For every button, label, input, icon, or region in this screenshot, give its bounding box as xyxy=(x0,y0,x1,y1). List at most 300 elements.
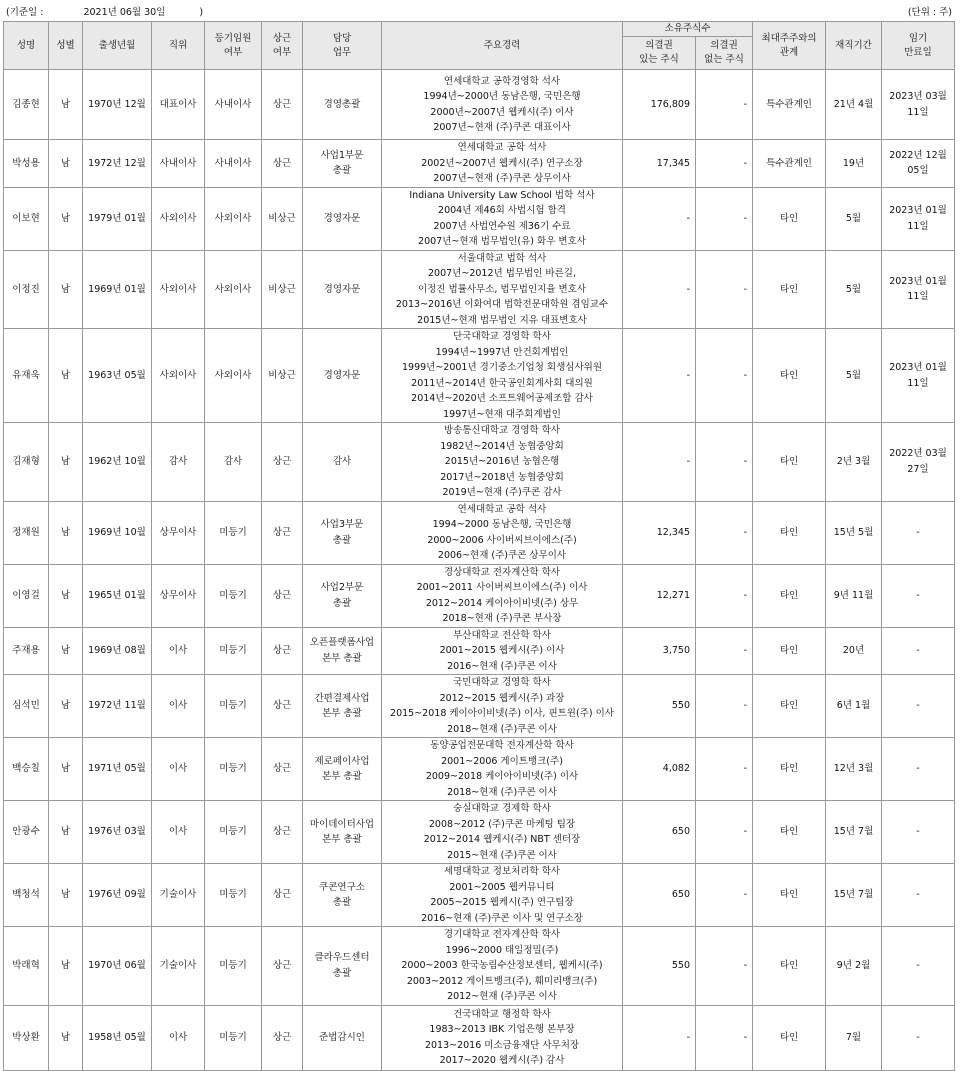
cell-name: 김재형 xyxy=(4,423,49,502)
cell-term: 2022년 12월 05일 xyxy=(882,140,955,188)
cell-duty xyxy=(303,801,382,864)
career-line: 2001~2011 사이버씨브이에스(주) 이사 xyxy=(416,582,588,593)
duty-line: 쿠콘연구소 xyxy=(319,881,365,893)
career-line: 건국대학교 행정학 학사 xyxy=(453,1008,551,1020)
cell-nonvoting-shares: - xyxy=(696,864,753,927)
cell-birth: 1969년 08월 xyxy=(83,627,152,675)
table-body xyxy=(4,70,955,1071)
cell-voting-shares: 17,345 xyxy=(623,140,696,188)
cell-voting-shares: - xyxy=(623,423,696,502)
career-line: 1982년~2014년 농협중앙회 xyxy=(440,440,564,452)
career-line: 2018~현재 (주)쿠콘 이사 xyxy=(447,786,557,798)
cell-gender: 남 xyxy=(49,187,83,250)
cell-duty xyxy=(303,1005,382,1070)
career-line: 2018~현재 (주)쿠콘 부사장 xyxy=(442,613,562,624)
cell-relation: 타인 xyxy=(753,250,826,329)
cell-fulltime: 상근 xyxy=(262,501,303,564)
cell-relation: 타인 xyxy=(753,501,826,564)
cell-nonvoting-shares: - xyxy=(696,329,753,423)
cell-duty xyxy=(303,423,382,502)
cell-position: 이사 xyxy=(152,675,205,738)
career-line: 2000년~2007년 웹케시(주) 이사 xyxy=(430,106,574,118)
career-line: 1983~2013 IBK 기업은행 본부장 xyxy=(429,1024,575,1035)
career-line: 2015년~2016년 농협은행 xyxy=(444,456,560,467)
duty-line: 총괄 xyxy=(332,967,352,979)
cell-nonvoting-shares: - xyxy=(696,738,753,801)
cell-tenure: 12년 3월 xyxy=(826,738,882,801)
cell-fulltime: 비상근 xyxy=(262,329,303,423)
cell-registered: 미등기 xyxy=(205,864,262,927)
career-line: 경기대학교 전자계산학 학사 xyxy=(443,929,561,940)
cell-relation: 타인 xyxy=(753,329,826,423)
cell-term: - xyxy=(882,564,955,627)
cell-gender: 남 xyxy=(49,501,83,564)
career-line: 2018~현재 (주)쿠콘 이사 xyxy=(447,723,557,735)
cell-gender: 남 xyxy=(49,675,83,738)
cell-term: - xyxy=(882,801,955,864)
cell-tenure: 5월 xyxy=(826,250,882,329)
cell-duty xyxy=(303,70,382,140)
col-position: 직위 xyxy=(152,22,205,70)
cell-fulltime: 상근 xyxy=(262,738,303,801)
cell-registered: 미등기 xyxy=(205,627,262,675)
table-row xyxy=(4,675,955,738)
cell-tenure: 9년 2월 xyxy=(826,927,882,1006)
career-line: 2015~현재 (주)쿠콘 이사 xyxy=(447,849,557,861)
career-line: 2017년~2018년 농협중앙회 xyxy=(440,471,564,483)
cell-career xyxy=(382,927,623,1006)
col-relation: 최대주주와의 관계 xyxy=(753,22,826,70)
career-line: 연세대학교 공학 석사 xyxy=(457,503,547,515)
career-line: 이정진 법률사무소, 법무법인지율 변호사 xyxy=(417,283,587,295)
career-line: 연세대학교 공학 석사 xyxy=(457,142,547,153)
table-row xyxy=(4,250,955,329)
cell-relation: 특수관계인 xyxy=(753,140,826,188)
cell-name: 주재용 xyxy=(4,627,49,675)
cell-birth: 1976년 03월 xyxy=(83,801,152,864)
cell-nonvoting-shares: - xyxy=(696,801,753,864)
cell-relation: 타인 xyxy=(753,627,826,675)
cell-relation: 타인 xyxy=(753,675,826,738)
cell-relation: 타인 xyxy=(753,564,826,627)
cell-birth: 1969년 01월 xyxy=(83,250,152,329)
cell-career xyxy=(382,250,623,329)
cell-voting-shares: - xyxy=(623,187,696,250)
base-date-label: (기준일 : 2021년 06월 30일 ) xyxy=(6,7,204,18)
cell-position: 사외이사 xyxy=(152,250,205,329)
career-line: 1999년~2001년 경기중소기업청 회생심사위원 xyxy=(401,362,602,373)
cell-career xyxy=(382,423,623,502)
cell-duty xyxy=(303,140,382,188)
cell-registered: 미등기 xyxy=(205,1005,262,1070)
career-line: 2007년 사법연수원 제36기 수료 xyxy=(433,220,571,232)
career-line: 2014년~2020년 소프트웨어공제조합 감사 xyxy=(411,393,593,404)
career-line: 2004년 제46회 사법시험 합격 xyxy=(438,205,566,216)
cell-registered: 사외이사 xyxy=(205,329,262,423)
table-row xyxy=(4,627,955,675)
cell-fulltime: 상근 xyxy=(262,564,303,627)
cell-birth: 1972년 11월 xyxy=(83,675,152,738)
table-row xyxy=(4,927,955,1006)
cell-duty xyxy=(303,738,382,801)
cell-voting-shares: 650 xyxy=(623,801,696,864)
cell-tenure: 19년 xyxy=(826,140,882,188)
col-voting-shares: 의결권 있는 주식 xyxy=(623,37,696,70)
table-row xyxy=(4,864,955,927)
cell-registered: 감사 xyxy=(205,423,262,502)
cell-voting-shares: 650 xyxy=(623,864,696,927)
cell-nonvoting-shares: - xyxy=(696,140,753,188)
career-line: 숭실대학교 경제학 학사 xyxy=(453,803,551,814)
cell-birth: 1969년 10월 xyxy=(83,501,152,564)
cell-registered: 사내이사 xyxy=(205,70,262,140)
cell-fulltime: 상근 xyxy=(262,423,303,502)
cell-nonvoting-shares: - xyxy=(696,187,753,250)
cell-career xyxy=(382,801,623,864)
cell-registered: 사외이사 xyxy=(205,250,262,329)
cell-term: 2023년 01월 11일 xyxy=(882,187,955,250)
duty-line: 본부 총괄 xyxy=(322,771,362,782)
cell-registered: 미등기 xyxy=(205,675,262,738)
cell-birth: 1958년 05월 xyxy=(83,1005,152,1070)
table-row xyxy=(4,70,955,140)
duty-line: 사업3부문 xyxy=(320,519,364,530)
cell-tenure: 15년 7월 xyxy=(826,801,882,864)
career-line: 2001~2006 게이트뱅크(주) xyxy=(441,755,563,767)
cell-fulltime: 상근 xyxy=(262,801,303,864)
career-line: 2015~2018 케이아이비넷(주) 이사, 핀트윈(주) 이사 xyxy=(390,708,614,719)
cell-position: 기술이사 xyxy=(152,864,205,927)
duty-line: 본부 총괄 xyxy=(322,708,362,719)
cell-name: 박성용 xyxy=(4,140,49,188)
cell-tenure: 20년 xyxy=(826,627,882,675)
cell-position: 사외이사 xyxy=(152,329,205,423)
table-row xyxy=(4,329,955,423)
table-row xyxy=(4,501,955,564)
cell-gender: 남 xyxy=(49,250,83,329)
duty-line: 준법감시인 xyxy=(319,1031,365,1043)
cell-term: - xyxy=(882,864,955,927)
career-line: 2008~2012 (주)쿠콘 마케팅 팀장 xyxy=(428,818,576,830)
cell-nonvoting-shares: - xyxy=(696,70,753,140)
duty-line: 사업1부문 xyxy=(320,149,364,161)
cell-nonvoting-shares: - xyxy=(696,423,753,502)
cell-gender: 남 xyxy=(49,738,83,801)
career-line: 서울대학교 법학 석사 xyxy=(457,252,547,264)
table-row xyxy=(4,187,955,250)
career-line: 1997년~현재 대주회계법인 xyxy=(443,408,561,420)
cell-registered: 미등기 xyxy=(205,927,262,1006)
cell-career xyxy=(382,329,623,423)
career-line: 국민대학교 경영학 학사 xyxy=(453,677,551,688)
cell-career xyxy=(382,501,623,564)
career-line: 2012~2015 웹케시(주) 과장 xyxy=(439,692,565,704)
col-nonvoting-shares: 의결권 없는 주식 xyxy=(696,37,753,70)
unit-label: (단위 : 주) xyxy=(907,7,952,18)
cell-nonvoting-shares: - xyxy=(696,1005,753,1070)
cell-gender: 남 xyxy=(49,70,83,140)
cell-gender: 남 xyxy=(49,801,83,864)
cell-name: 이영걸 xyxy=(4,564,49,627)
cell-term: - xyxy=(882,1005,955,1070)
cell-registered: 미등기 xyxy=(205,564,262,627)
duty-line: 경영총괄 xyxy=(323,98,361,110)
career-line: 2016~현재 (주)쿠콘 이사 및 연구소장 xyxy=(421,912,583,924)
career-line: 2012~현재 (주)쿠콘 이사 xyxy=(447,991,557,1002)
cell-position: 기술이사 xyxy=(152,927,205,1006)
career-line: Indiana University Law School 법학 석사 xyxy=(409,189,595,201)
cell-duty xyxy=(303,564,382,627)
cell-name: 백승칠 xyxy=(4,738,49,801)
cell-duty xyxy=(303,864,382,927)
cell-career xyxy=(382,864,623,927)
career-line: 2001~2015 웹케시(주) 이사 xyxy=(439,645,565,656)
table-row xyxy=(4,801,955,864)
career-line: 2001~2005 웹커뮤니티 xyxy=(449,881,555,893)
table-row xyxy=(4,140,955,188)
cell-duty xyxy=(303,187,382,250)
cell-voting-shares: 3,750 xyxy=(623,627,696,675)
col-fulltime: 상근 여부 xyxy=(262,22,303,70)
table-row xyxy=(4,423,955,502)
career-line: 2000~2006 사이버씨브이에스(주) xyxy=(427,534,577,546)
career-line: 1994년~1997년 안건회계법인 xyxy=(435,346,569,358)
career-line: 2015년~현재 법무법인 지유 대표변호사 xyxy=(417,314,587,326)
cell-fulltime: 상근 xyxy=(262,627,303,675)
cell-term: 2023년 01월 11일 xyxy=(882,329,955,423)
cell-name: 이보현 xyxy=(4,187,49,250)
table-row xyxy=(4,1005,955,1070)
cell-voting-shares: 550 xyxy=(623,675,696,738)
cell-nonvoting-shares: - xyxy=(696,927,753,1006)
cell-career xyxy=(382,70,623,140)
cell-gender: 남 xyxy=(49,864,83,927)
career-line: 2013~2016년 이화여대 법학전문대학원 겸임교수 xyxy=(395,299,609,310)
cell-registered: 미등기 xyxy=(205,738,262,801)
duty-line: 총괄 xyxy=(332,897,352,908)
cell-birth: 1979년 01월 xyxy=(83,187,152,250)
cell-relation: 타인 xyxy=(753,423,826,502)
career-line: 2002년~2007년 웹케시(주) 연구소장 xyxy=(421,157,583,169)
cell-career xyxy=(382,627,623,675)
cell-tenure: 15년 5월 xyxy=(826,501,882,564)
cell-fulltime: 상근 xyxy=(262,70,303,140)
duty-line: 본부 총괄 xyxy=(322,652,362,664)
col-registered: 등기임원 여부 xyxy=(205,22,262,70)
cell-relation: 타인 xyxy=(753,801,826,864)
duty-line: 간편결제사업 xyxy=(314,692,370,704)
cell-fulltime: 비상근 xyxy=(262,250,303,329)
duty-line: 감사 xyxy=(332,456,352,467)
cell-career xyxy=(382,675,623,738)
cell-name: 정재원 xyxy=(4,501,49,564)
cell-nonvoting-shares: - xyxy=(696,501,753,564)
cell-tenure: 21년 4월 xyxy=(826,70,882,140)
cell-voting-shares: 4,082 xyxy=(623,738,696,801)
cell-tenure: 6년 1월 xyxy=(826,675,882,738)
table-row xyxy=(4,738,955,801)
cell-career xyxy=(382,140,623,188)
cell-relation: 타인 xyxy=(753,1005,826,1070)
cell-fulltime: 상근 xyxy=(262,675,303,738)
cell-term: - xyxy=(882,675,955,738)
career-line: 2003~2012 게이트뱅크(주), 훼미리뱅크(주) xyxy=(406,975,598,987)
duty-line: 사업2부문 xyxy=(320,582,364,593)
cell-relation: 타인 xyxy=(753,864,826,927)
cell-name: 안광수 xyxy=(4,801,49,864)
cell-duty xyxy=(303,250,382,329)
career-line: 세명대학교 정보처리학 학사 xyxy=(443,866,561,877)
cell-relation: 타인 xyxy=(753,738,826,801)
report-header xyxy=(0,0,960,20)
cell-registered: 사내이사 xyxy=(205,140,262,188)
cell-relation: 타인 xyxy=(753,927,826,1006)
cell-position: 대표이사 xyxy=(152,70,205,140)
cell-registered: 사외이사 xyxy=(205,187,262,250)
cell-gender: 남 xyxy=(49,564,83,627)
cell-position: 이사 xyxy=(152,738,205,801)
career-line: 1996~2000 태일정밀(주) xyxy=(445,944,559,956)
col-name: 성명 xyxy=(4,22,49,70)
cell-duty xyxy=(303,329,382,423)
cell-name: 유재욱 xyxy=(4,329,49,423)
col-duty: 담당 업무 xyxy=(303,22,382,70)
career-line: 단국대학교 경영학 학사 xyxy=(453,331,551,342)
duty-line: 경영자문 xyxy=(323,283,361,295)
cell-nonvoting-shares: - xyxy=(696,564,753,627)
cell-nonvoting-shares: - xyxy=(696,675,753,738)
cell-fulltime: 상근 xyxy=(262,864,303,927)
cell-position: 사외이사 xyxy=(152,187,205,250)
cell-birth: 1963년 05월 xyxy=(83,329,152,423)
career-line: 2007년~현재 (주)쿠콘 대표이사 xyxy=(433,122,571,133)
career-line: 1994년~2000년 동남은행, 국민은행 xyxy=(423,91,581,102)
cell-name: 심석민 xyxy=(4,675,49,738)
career-line: 2012~2014 케이아이비넷(주) 상무 xyxy=(425,597,579,609)
duty-line: 클라우드센터 xyxy=(314,952,370,964)
duty-line: 오픈플랫폼사업 xyxy=(309,637,375,649)
cell-birth: 1962년 10월 xyxy=(83,423,152,502)
cell-tenure: 2년 3월 xyxy=(826,423,882,502)
career-line: 1994~2000 동남은행, 국민은행 xyxy=(432,519,572,530)
career-line: 2007년~2012년 법무법인 바른길, xyxy=(428,268,576,279)
career-line: 방송통신대학교 경영학 학사 xyxy=(443,425,561,436)
cell-tenure: 15년 7월 xyxy=(826,864,882,927)
career-line: 2017~2020 웹케시(주) 감사 xyxy=(439,1055,565,1066)
col-tenure: 재직기간 xyxy=(826,22,882,70)
cell-gender: 남 xyxy=(49,1005,83,1070)
cell-tenure: 7월 xyxy=(826,1005,882,1070)
cell-voting-shares: - xyxy=(623,1005,696,1070)
cell-fulltime: 상근 xyxy=(262,140,303,188)
career-line: 동양공업전문대학 전자계산학 학사 xyxy=(430,740,574,751)
cell-tenure: 9년 11월 xyxy=(826,564,882,627)
cell-voting-shares: 176,809 xyxy=(623,70,696,140)
cell-name: 백청석 xyxy=(4,864,49,927)
cell-registered: 미등기 xyxy=(205,801,262,864)
cell-gender: 남 xyxy=(49,140,83,188)
cell-term: - xyxy=(882,501,955,564)
career-line: 2016~현재 (주)쿠콘 이사 xyxy=(447,660,557,672)
cell-career xyxy=(382,187,623,250)
cell-gender: 남 xyxy=(49,423,83,502)
cell-voting-shares: - xyxy=(623,250,696,329)
table-row xyxy=(4,564,955,627)
duty-line: 제로페이사업 xyxy=(314,755,370,767)
career-line: 2013~2016 미소금융재단 사무처장 xyxy=(424,1039,580,1051)
cell-duty xyxy=(303,927,382,1006)
cell-nonvoting-shares: - xyxy=(696,250,753,329)
cell-name: 박래혁 xyxy=(4,927,49,1006)
cell-term: - xyxy=(882,738,955,801)
duty-line: 총괄 xyxy=(332,534,352,546)
cell-name: 박상환 xyxy=(4,1005,49,1070)
cell-duty xyxy=(303,675,382,738)
cell-duty xyxy=(303,627,382,675)
executives-table xyxy=(3,21,955,1071)
cell-tenure: 5월 xyxy=(826,187,882,250)
career-line: 2006~현재 (주)쿠콘 상무이사 xyxy=(437,550,567,561)
career-line: 2000~2003 한국농림수산정보센터, 웹케시(주) xyxy=(401,960,603,971)
cell-voting-shares: 12,271 xyxy=(623,564,696,627)
cell-birth: 1965년 01월 xyxy=(83,564,152,627)
cell-career xyxy=(382,738,623,801)
career-line: 부산대학교 전산학 학사 xyxy=(453,629,551,641)
cell-position: 상무이사 xyxy=(152,501,205,564)
duty-line: 본부 총괄 xyxy=(322,834,362,845)
cell-fulltime: 상근 xyxy=(262,1005,303,1070)
cell-birth: 1970년 06월 xyxy=(83,927,152,1006)
cell-career xyxy=(382,1005,623,1070)
career-line: 경상대학교 전자계산학 학사 xyxy=(443,566,561,578)
cell-position: 이사 xyxy=(152,1005,205,1070)
cell-position: 상무이사 xyxy=(152,564,205,627)
duty-line: 총괄 xyxy=(332,165,352,177)
col-shares: 소유주식수 xyxy=(623,22,753,37)
cell-term: 2023년 01월 11일 xyxy=(882,250,955,329)
cell-registered: 미등기 xyxy=(205,501,262,564)
career-line: 2009~2018 케이아이비넷(주) 이사 xyxy=(425,771,579,782)
career-line: 2007년~현재 법무법인(유) 화우 변호사 xyxy=(418,236,586,247)
cell-voting-shares: 550 xyxy=(623,927,696,1006)
duty-line: 마이데이터사업 xyxy=(309,818,375,830)
cell-fulltime: 비상근 xyxy=(262,187,303,250)
cell-voting-shares: 12,345 xyxy=(623,501,696,564)
cell-term: 2022년 03월 27일 xyxy=(882,423,955,502)
career-line: 2005~2015 웹케시(주) 연구팀장 xyxy=(430,897,574,908)
cell-relation: 타인 xyxy=(753,187,826,250)
col-gender: 성별 xyxy=(49,22,83,70)
cell-position: 이사 xyxy=(152,627,205,675)
career-line: 연세대학교 공학경영학 석사 xyxy=(443,75,561,87)
cell-tenure: 5월 xyxy=(826,329,882,423)
col-term: 임기 만료일 xyxy=(882,22,955,70)
cell-relation: 특수관계인 xyxy=(753,70,826,140)
duty-line: 총괄 xyxy=(332,597,352,609)
cell-birth: 1972년 12월 xyxy=(83,140,152,188)
cell-fulltime: 상근 xyxy=(262,927,303,1006)
cell-nonvoting-shares: - xyxy=(696,627,753,675)
cell-birth: 1976년 09월 xyxy=(83,864,152,927)
cell-position: 사내이사 xyxy=(152,140,205,188)
cell-birth: 1970년 12월 xyxy=(83,70,152,140)
career-line: 2019년~현재 (주)쿠콘 감사 xyxy=(442,487,562,498)
career-line: 2007년~현재 (주)쿠콘 상무이사 xyxy=(433,173,571,184)
duty-line: 경영자문 xyxy=(323,369,361,381)
cell-term: 2023년 03월 11일 xyxy=(882,70,955,140)
cell-position: 이사 xyxy=(152,801,205,864)
duty-line: 경영자문 xyxy=(323,212,361,224)
